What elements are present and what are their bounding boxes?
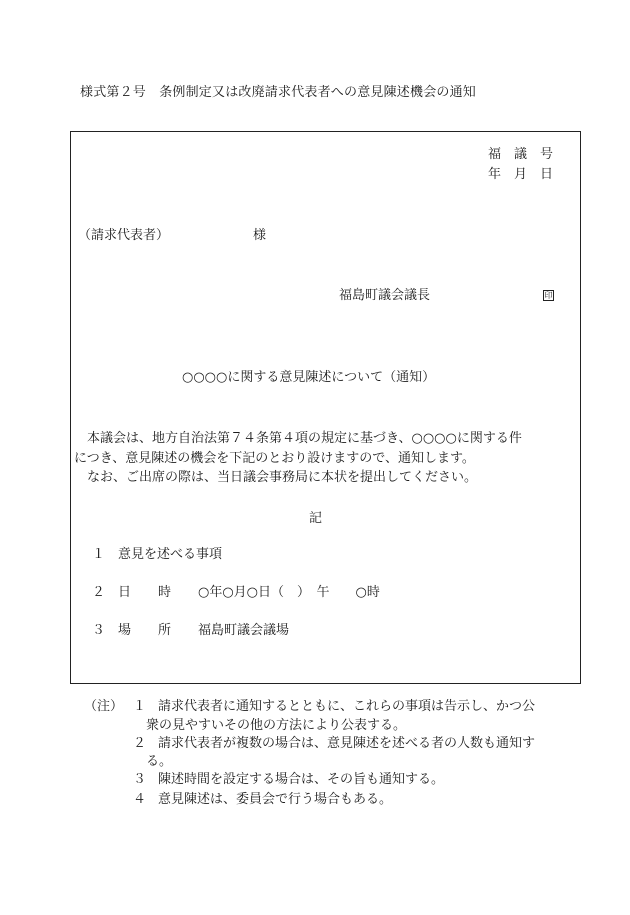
item-1-label: 意見を述べる事項 (118, 547, 223, 562)
seal-box: 印 (544, 291, 553, 300)
note-1-line-1: 請求代表者に通知するとともに、これらの事項は告示し、かつ公 (158, 699, 536, 714)
note-1-number: １ (133, 699, 147, 714)
item-3-value: 福島町議会議場 (198, 623, 290, 638)
ki-heading: 記 (309, 511, 323, 526)
note-3-number: ３ (133, 772, 147, 787)
document-frame (70, 131, 581, 684)
note-2-line-1: 請求代表者が複数の場合は、意見陳述を述べる者の人数も通知す (158, 736, 536, 751)
seal-mark (543, 290, 554, 304)
note-2-number: ２ (133, 736, 147, 751)
item-2-number: ２ (92, 585, 106, 600)
note-1-line-2: 衆の見やすいその他の方法により公表する。 (146, 718, 407, 733)
item-3-label-a: 場 (118, 623, 132, 638)
note-4-line-1: 意見陳述は、委員会で行う場合もある。 (158, 792, 393, 807)
note-3-line-1: 陳述時間を設定する場合は、その旨も通知する。 (158, 772, 445, 787)
item-3-label-b: 所 (158, 623, 172, 638)
item-3-number: ３ (92, 623, 106, 638)
sender-name: 福島町議会議長 (339, 288, 431, 303)
note-2-line-2: る。 (146, 754, 173, 769)
document-date: 年 月 日 (488, 167, 554, 182)
document-number: 福 議 号 (488, 147, 554, 162)
item-2-label-a: 日 (118, 585, 132, 600)
addressee-label: （請求代表者） (78, 228, 170, 243)
subject-title: ○○○○に関する意見陳述について（通知） (182, 370, 436, 385)
item-2-label-b: 時 (158, 585, 172, 600)
item-2-value: ○年○月○日（ ） 午 ○時 (198, 585, 380, 600)
addressee-honorific: 様 (253, 228, 267, 243)
body-line-1: 本議会は、地方自治法第７４条第４項の規定に基づき、○○○○に関する件 (87, 431, 522, 446)
body-line-3: なお、ご出席の際は、当日議会事務局に本状を提出してください。 (87, 470, 478, 485)
item-1-number: １ (92, 547, 106, 562)
body-line-2: につき、意見陳述の機会を下記のとおり設けますので、通知します。 (74, 451, 475, 466)
note-4-number: ４ (133, 792, 147, 807)
form-title: 様式第２号 条例制定又は改廃請求代表者への意見陳述機会の通知 (80, 85, 477, 100)
notes-label: （注） (84, 699, 124, 714)
